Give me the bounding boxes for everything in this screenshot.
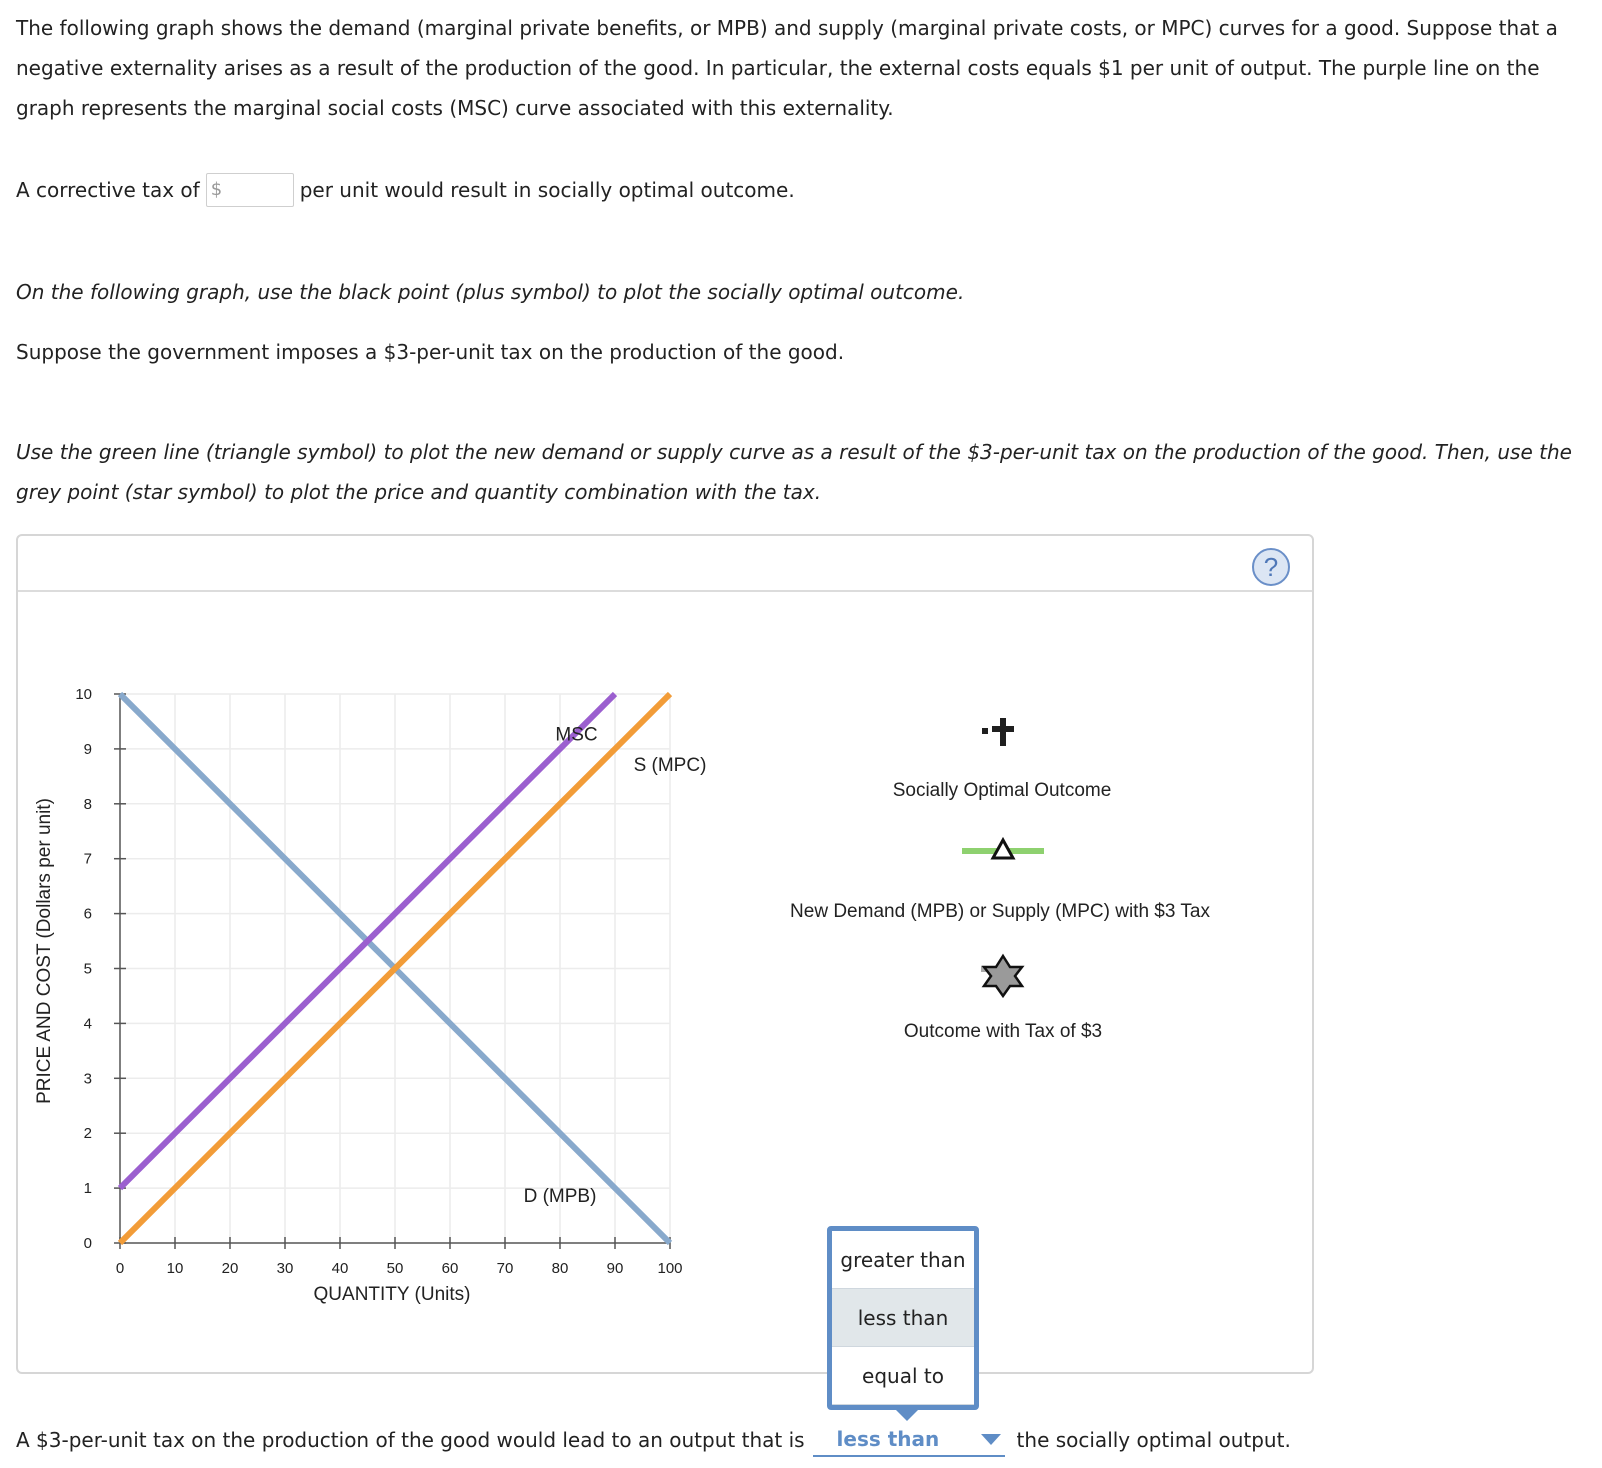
x-tick-label: 0 (115, 1260, 125, 1277)
legend-tax-outcome-label: Outcome with Tax of $3 (903, 1021, 1103, 1042)
tax-question-suffix: per unit would result in socially optimal outcome. (299, 178, 795, 202)
legend-optimal-label: Socially Optimal Outcome (892, 780, 1112, 801)
x-axis-title: QUANTITY (Units) (313, 1284, 471, 1305)
optimal-instruction: On the following graph, use the black point (plus symbol) to plot the socially optimal outcome. (16, 280, 965, 304)
y-tick-label: 3 (83, 1070, 92, 1088)
legend-new-curve-item[interactable] (962, 840, 1044, 858)
y-tick-label: 8 (83, 795, 92, 813)
y-axis-title: PRICE AND COST (Dollars per unit) (34, 798, 55, 1104)
tax-question-prefix: A corrective tax of (16, 178, 200, 202)
help-button[interactable]: ? (1252, 548, 1290, 586)
legend-optimal-handle-2[interactable] (1000, 740, 1006, 746)
y-tick-label: 10 (75, 686, 92, 703)
x-tick-label: 60 (441, 1260, 459, 1277)
curve-label-msc: MSC (555, 724, 598, 746)
y-tick-label: 4 (83, 1015, 92, 1033)
currency-symbol: $ (210, 179, 223, 200)
star-icon[interactable] (984, 956, 1022, 996)
comparison-selected-value: less than (836, 1427, 940, 1451)
intro-paragraph: The following graph shows the demand (marginal private benefits, or MPB) and supply (marginal private costs, or MPC) curves for a good. Suppose that a negative externality arises as a result of the production of the good. In particular, the external costs equals $1 per unit of output. The purple line on the graph represents the marginal social costs (MSC) curve associated with this externality. (16, 16, 1558, 120)
chevron-down-icon (981, 1434, 1001, 1445)
option-equal-to[interactable]: equal to (832, 1347, 974, 1405)
comparison-select[interactable] (813, 1423, 1005, 1457)
y-tick-label: 5 (83, 960, 92, 978)
x-tick-label: 40 (331, 1260, 349, 1277)
y-tick-label: 1 (83, 1180, 92, 1198)
legend-tax-outcome-item[interactable] (981, 956, 1022, 996)
curve-label-d-mpb: D (MPB) (523, 1185, 597, 1207)
legend-optimal-handle[interactable] (982, 728, 988, 734)
y-tick-label: 2 (83, 1125, 92, 1143)
y-tick-label: 9 (83, 740, 92, 758)
y-tick-label: 7 (83, 850, 92, 868)
final-question (16, 1420, 1291, 1460)
tax-scenario-text: Suppose the government imposes a $3-per-unit tax on the production of the good. (16, 340, 845, 364)
x-tick-label: 20 (221, 1260, 239, 1277)
legend-new-curve-label: New Demand (MPB) or Supply (MPC) with $3 Tax (790, 901, 1210, 922)
plus-icon[interactable] (992, 718, 1014, 740)
option-less-than[interactable]: less than (832, 1289, 974, 1347)
x-tick-label: 90 (606, 1260, 624, 1277)
legend-optimal-item[interactable] (982, 718, 1014, 746)
x-tick-label: 10 (166, 1260, 184, 1277)
x-tick-label: 30 (276, 1260, 294, 1277)
final-question-prefix: A $3-per-unit tax on the production of the good would lead to an output that is (16, 1428, 805, 1452)
y-tick-label: 6 (83, 905, 92, 923)
x-tick-label: 70 (496, 1260, 514, 1277)
comparison-dropdown-menu (827, 1226, 979, 1410)
final-question-suffix: the socially optimal output. (1016, 1428, 1291, 1452)
curve-label-s-mpc: S (MPC) (633, 754, 707, 776)
y-tick-label: 0 (83, 1235, 92, 1252)
option-greater-than[interactable]: greater than (832, 1231, 974, 1289)
x-tick-label: 80 (551, 1260, 569, 1277)
x-tick-label: 100 (657, 1260, 683, 1277)
tax-instruction: Use the green line (triangle symbol) to plot the new demand or supply curve as a result of the $3-per-unit tax on the production of the good. Then, use the grey point (star symbol) to plot the price and quantity combination with the tax. (16, 440, 1572, 504)
x-tick-label: 50 (386, 1260, 404, 1277)
